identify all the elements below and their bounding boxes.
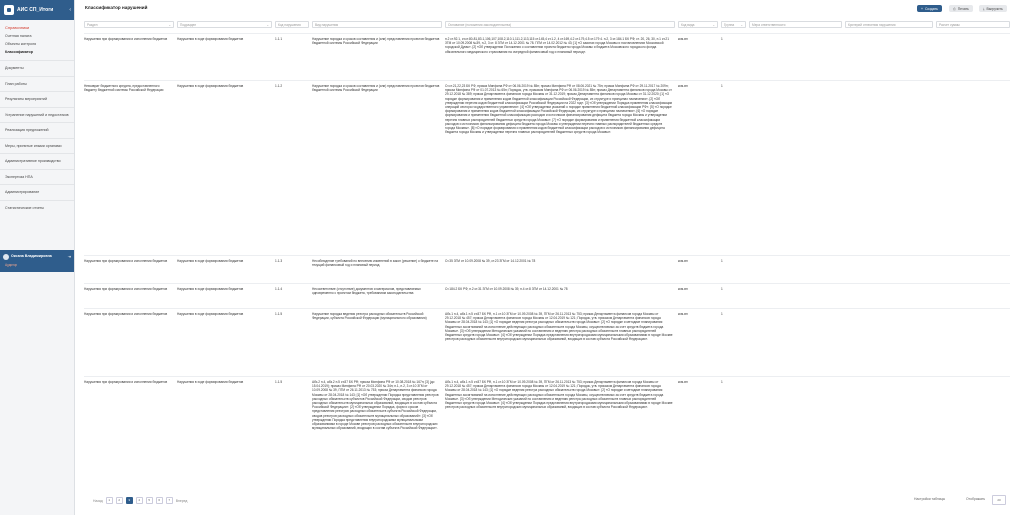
table-row[interactable] bbox=[84, 80, 1010, 255]
page-number[interactable]: 7 bbox=[166, 497, 173, 504]
cell-basis: Ст.35 ЗГМ от 10.09.2008 № 39, ст.23 ЗГМ от 14.12.2001 № 78 bbox=[445, 259, 536, 263]
filter-kind-code[interactable] bbox=[678, 21, 718, 28]
app-logo-icon bbox=[4, 5, 14, 15]
user-name: Оксана Владимировна bbox=[11, 254, 52, 258]
cell-subsection: Нарушения в ходе формирования бюджетов bbox=[177, 37, 244, 41]
cell-kind-code: ксм-вн bbox=[678, 312, 688, 316]
cell-kind: Нарушение порядка и сроков составления и (или) представления проектов бюджетов бюджетной системы Российской Федерации bbox=[312, 84, 440, 93]
filter-responsibility-label: Мера ответственности bbox=[752, 23, 786, 27]
cell-section: Нарушения при формировании и исполнении бюджетов bbox=[84, 312, 168, 316]
cell-subsection: Нарушения в ходе формирования бюджетов bbox=[177, 84, 244, 88]
cell-kind-code: ксм-вн bbox=[678, 287, 688, 291]
cell-code: 1.1.5 bbox=[275, 380, 283, 384]
chevron-down-icon: ⌄ bbox=[168, 23, 171, 27]
table-row[interactable] bbox=[84, 308, 1010, 376]
create-label: Создать bbox=[924, 6, 938, 11]
app-header bbox=[0, 0, 74, 20]
nav-item-other-measures[interactable]: Меры, принятые иными органами bbox=[0, 138, 74, 154]
filter-criterion-label: Критерий отнесения нарушения bbox=[848, 23, 896, 27]
cell-section: Нарушения при формировании и исполнении бюджетов bbox=[84, 37, 168, 41]
cell-code: 1.1.2 bbox=[275, 84, 283, 88]
cell-basis: Ст.184.2 БК РФ, п.2 ст.31 ЗГМ от 10.09.2008 № 39, п.4 ст.8 ЗГМ от 14.12.2001 № 78 bbox=[445, 287, 568, 291]
filter-amount[interactable] bbox=[936, 21, 1010, 28]
cell-section: Нарушения при формировании и исполнении бюджетов bbox=[84, 287, 168, 291]
cell-group: 1 bbox=[721, 380, 723, 384]
filter-group-label: Группа bbox=[724, 23, 735, 27]
logout-icon[interactable]: ⇥ bbox=[67, 254, 71, 259]
table-row[interactable] bbox=[84, 283, 1010, 308]
cell-kind-code: ксм-вн bbox=[678, 380, 688, 384]
cell-code: 1.1.3 bbox=[275, 259, 283, 263]
plus-icon: + bbox=[921, 6, 923, 11]
filter-group[interactable] bbox=[721, 21, 746, 28]
cell-subsection: Нарушения в ходе формирования бюджетов bbox=[177, 259, 244, 263]
table-settings-link[interactable]: Настройки таблицы bbox=[914, 497, 946, 501]
cell-code: 1.1.1 bbox=[275, 37, 283, 41]
create-button[interactable] bbox=[917, 5, 942, 12]
page-number[interactable]: 5 bbox=[146, 497, 153, 504]
prev-page-link[interactable]: Назад bbox=[93, 498, 103, 503]
cell-kind: Несоответствие (отсутствие) документов и материалов, представляемых одновременно с проектом бюджета, требованиям законодательства bbox=[312, 287, 421, 296]
printer-icon: ⎙ bbox=[953, 6, 956, 11]
nav-item-administration[interactable]: Администрирование bbox=[0, 184, 74, 200]
nav-item-results[interactable]: Результаты мероприятий bbox=[0, 91, 74, 107]
page-number[interactable]: 2 bbox=[116, 497, 123, 504]
filter-row bbox=[84, 21, 1010, 29]
print-button[interactable] bbox=[949, 5, 973, 12]
cell-kind-code: ксм-вн bbox=[678, 259, 688, 263]
user-panel[interactable] bbox=[0, 250, 74, 272]
nav-sub-control-objects[interactable]: Объекты контроля bbox=[5, 42, 37, 46]
cell-group: 1 bbox=[721, 312, 723, 316]
cell-basis: Ст.ст.21,22,23 БК РФ, приказ Минфина РФ от 06.06.2019 № 85н; приказ Минфина РФ от 08.06.2021 № 75н; приказ Минфина РФ от 29.11.2017 № 209н; приказ Минфина РФ от 01.07.2013 № 65н; Порядок, утв. приказом Минфина РФ от 06.06.2019 № 85н; приказ Департамента финансов города Москвы от 29.12.2018 № 389; приказ Департамента финансов города Москвы от 31.12.2019; приказ Департамента финансов города Москвы от 31.12.2020; [1] «О порядке формирования и применения кодов бюджетной классификации Российской Федерации, их структуре и принципах назначения». [2] «Об утверждении перечня кодов бюджетной классификации Российской Федерации на 2022 год». [3] «Об утверждении Порядка применения классификации операций сектора государственного управления». [4] «Об утверждении указаний о порядке применения бюджетной классификации РФ». [5] «О порядке формирования и применения кодов бюджетной классификации Российской Федерации, их структуре и принципах назначения». [6] «О порядке формирования и применения бюджетной классификации расходов и источников финансирования дефицита бюджета города Москвы и утверждении перечня главных распорядителей бюджетных средств города Москвы». [7] «О порядке формирования и применения бюджетной классификации расходов и источников финансирования дефицита бюджета города Москвы и утверждении перечня главных распорядителей бюджетных средств города Москвы». [8] «О порядке формирования и применения кодов бюджетной классификации расходов и источников финансирования дефицита бюджета города Москвы и утверждении перечня главных распорядителей бюджетных средств города Москвы». bbox=[445, 84, 673, 135]
nav-sub-accounts-chamber[interactable]: Счетная палата bbox=[5, 34, 32, 38]
cell-basis: Абз.1 п.4, абз.1 п.5 ст.87 БК РФ, п.1 ст.10 ЗГМ от 10.09.2008 № 39, ПГМ от 26.11.2013 № 753; приказ Департамента финансов города Москвы от 29.12.2018 № 457; приказ Департамента финансов города Москвы от 12.04.2019 № 121; Порядок, утв. приказом Департамента финансов города Москвы от 28.04.2018 № 143; [1] «О порядке ведения реестра расходных обязательств города Москвы». [2] «О порядке и методике планирования бюджетных ассигнований на исполнение действующих расходных обязательств города Москвы, осуществляемых за счет средств бюджета города Москвы». [3] «Об утверждении Методических указаний по составлению и ведению реестра расходных обязательств главных распорядителей бюджетных средств города Москвы». [4] «Об утверждении Порядка представления внутригородскими муниципальными образованиями в городе Москве реестров расходных обязательств внутригородских муниципальных образований, входящих в состав субъекта Российской Федерации». bbox=[445, 380, 673, 410]
per-page-select[interactable]: 20 bbox=[992, 495, 1006, 505]
cell-kind-code: ксм-вн bbox=[678, 37, 688, 41]
cell-group: 1 bbox=[721, 84, 723, 88]
nav-sub-classifier[interactable]: Классификатор bbox=[5, 50, 33, 54]
nav-item-admin-proceedings[interactable]: Административное производство bbox=[0, 153, 74, 169]
filter-criterion[interactable] bbox=[845, 21, 933, 28]
cell-basis: Абз.1 п.4, абз.1 п.5 ст.87 БК РФ, п.1 ст.10 ЗГМ от 10.09.2008 № 39, ПГМ от 26.11.2013 № 753; приказ Департамента финансов города Москвы от 29.12.2018 № 457; приказ Департамента финансов города Москвы от 12.04.2019 № 121; Порядок, утв. приказом Департамента финансов города Москвы от 28.04.2018 № 143; [1] «О порядке ведения реестра расходных обязательств города Москвы». [2] «О порядке и методике планирования бюджетных ассигнований на исполнение действующих расходных обязательств города Москвы, осуществляемых за счет средств бюджета города Москвы». [3] «Об утверждении Методических указаний по составлению и ведению реестра расходных обязательств главных распорядителей бюджетных средств города Москвы». [4] «Об утверждении Порядка представления внутригородскими муниципальными образованиями в городе Москве реестров расходных обязательств внутригородских муниципальных образований, входящих в состав субъекта Российской Федерации». bbox=[445, 312, 673, 342]
download-icon: ⤓ bbox=[983, 6, 985, 11]
nav-item-proposals[interactable]: Реализация предложений bbox=[0, 122, 74, 138]
page-number[interactable]: 4 bbox=[136, 497, 143, 504]
pagination bbox=[93, 497, 187, 504]
nav-item-work-plan[interactable]: План работы bbox=[0, 76, 74, 92]
filter-section[interactable] bbox=[84, 21, 174, 28]
per-page-label: Отображать bbox=[966, 497, 986, 501]
filter-code[interactable] bbox=[275, 21, 309, 28]
filter-kind-code-label: Код вида bbox=[681, 23, 695, 27]
cell-subsection: Нарушения в ходе формирования бюджетов bbox=[177, 312, 244, 316]
chevron-down-icon: ⌄ bbox=[712, 23, 715, 27]
page-number-current[interactable]: 3 bbox=[126, 497, 133, 504]
user-role: Аудитор bbox=[5, 263, 18, 267]
cell-group: 1 bbox=[721, 37, 723, 41]
cell-section: Нарушения при формировании и исполнении бюджетов bbox=[84, 380, 168, 384]
cell-section: Нарушения при формировании и исполнении бюджетов bbox=[84, 259, 168, 263]
filter-code-label: Код нарушения bbox=[278, 23, 301, 27]
nav-item-violations[interactable]: Устранение нарушений и недостатков bbox=[0, 107, 74, 123]
table-row[interactable] bbox=[84, 33, 1010, 80]
cell-group: 1 bbox=[721, 259, 723, 263]
table-row[interactable] bbox=[84, 376, 1010, 489]
filter-basis[interactable] bbox=[445, 21, 675, 28]
cell-subsection: Нарушения в ходе формирования бюджетов bbox=[177, 380, 244, 384]
filter-responsibility[interactable] bbox=[749, 21, 842, 28]
filter-subsection[interactable] bbox=[177, 21, 272, 28]
sidebar bbox=[0, 0, 75, 515]
print-label: Печать bbox=[957, 6, 969, 11]
cell-code: 1.1.4 bbox=[275, 287, 283, 291]
chevron-down-icon: ⌄ bbox=[266, 23, 269, 27]
cell-basis: п.2 ст.92.1, ст.ст.80-81,83.1,106,107,108.2,110.1,111.2,113,115 ст.145,4 ст.1.2, 4 ст.169,4.2 ст.179,4.5 ст.179 4. п.2, 3 ст.184.1 БК РФ; ст. 20, 26, 30, п.1 ст.21 ЗГМ от 10.09.2008 №39, п.2, 3 ст. 8 ЗГМ от 14.12.2001 № 78. ПГМ от 14.02.2012 № 43; [1] «О законах города Москвы и постановлениях Московской городской Думы». [2] «Об утверждении Положения о составлении проекта бюджета города Москвы и бюджета Московского городского фонда обязательного медицинского страхования на очередной финансовый год и плановый период». bbox=[445, 37, 669, 54]
export-label: Выгрузить bbox=[986, 6, 1003, 11]
page-number[interactable]: 6 bbox=[156, 497, 163, 504]
filter-kind[interactable] bbox=[312, 21, 442, 28]
nav-item-statistics[interactable]: Статистические отчеты bbox=[0, 200, 74, 216]
cell-kind-code: ксм-вн bbox=[678, 84, 688, 88]
filter-basis-label: Основание (положения законодательства) bbox=[448, 23, 512, 27]
filter-amount-label: Расчет суммы bbox=[939, 23, 960, 27]
cell-section: Невозврат бюджетного кредита, предоставленного бюджету бюджетной системы Российской Федерации bbox=[84, 84, 164, 93]
cell-group: 1 bbox=[721, 287, 723, 291]
next-page-link[interactable]: Вперед bbox=[175, 498, 188, 503]
nav-item-documents[interactable]: Документы bbox=[0, 60, 74, 76]
cell-subsection: Нарушения в ходе формирования бюджетов bbox=[177, 287, 244, 291]
app-title: АИС СП_Итоги bbox=[17, 7, 54, 13]
nav-group-title[interactable]: Справочники bbox=[5, 25, 30, 30]
filter-kind-label: Вид нарушения bbox=[315, 23, 339, 27]
cell-code: 1.1.5 bbox=[275, 312, 283, 316]
cell-kind: Нарушение порядка и сроков составления и (или) представления проектов бюджетов бюджетной системы Российской Федерации bbox=[312, 37, 440, 46]
page-number[interactable]: 1 bbox=[106, 497, 113, 504]
export-button[interactable] bbox=[979, 5, 1007, 12]
cell-kind: Нарушение порядка ведения реестра расходных обязательств Российской Федерации, субъекта Российской Федерации (муниципального образования) bbox=[312, 312, 427, 321]
table-row[interactable] bbox=[84, 255, 1010, 283]
nav-item-npa-expertise[interactable]: Экспертиза НПА bbox=[0, 169, 74, 185]
filter-subsection-label: Подраздел bbox=[180, 23, 197, 27]
cell-kind: Абз.2 п.4, абз.2 п.5 ст.87 БК РФ; приказ Минфина РФ от 10.08.2018 № 167н; [3] (до 15.04.2019); приказ Минфина РФ от 20.03.2020 № 34н; п.1, п.2, 3 ст.10 ЗГМ от 10.09.2008 № 39, ПГМ от 26.11.2013 № 753; приказ Департамента финансов города Москвы от 28.04.2018 № 143; [1] «Об утверждении Порядка представления реестров расходных обязательств субъектов Российской Федерации, сводов реестров расходных обязательств муниципальных образований, входящих в состав субъекта Российской Федерации». [2] «Об утверждении Порядка, форм и сроков представления реестров расходных обязательств субъекта Российской Федерации, сводов реестров расходных обязательств муниципальных образований». [3] «Об утверждении Порядка представления внутригородскими муниципальными образованиями в городе Москве реестров расходных обязательств внутригородских муниципальных образований, входящих в состав субъекта Российской Федерации». bbox=[312, 380, 439, 431]
avatar bbox=[3, 254, 9, 260]
cell-kind: Несоблюдение требований по внесению изменений в закон (решение) о бюджете на текущий финансовый год и плановый период. bbox=[312, 259, 439, 268]
chevron-down-icon: ⌄ bbox=[740, 23, 743, 27]
collapse-sidebar-icon[interactable]: ‹ bbox=[69, 7, 71, 13]
filter-section-label: Раздел bbox=[87, 23, 98, 27]
page-header bbox=[75, 0, 1019, 16]
page-title: Классификатор нарушений bbox=[85, 5, 148, 10]
